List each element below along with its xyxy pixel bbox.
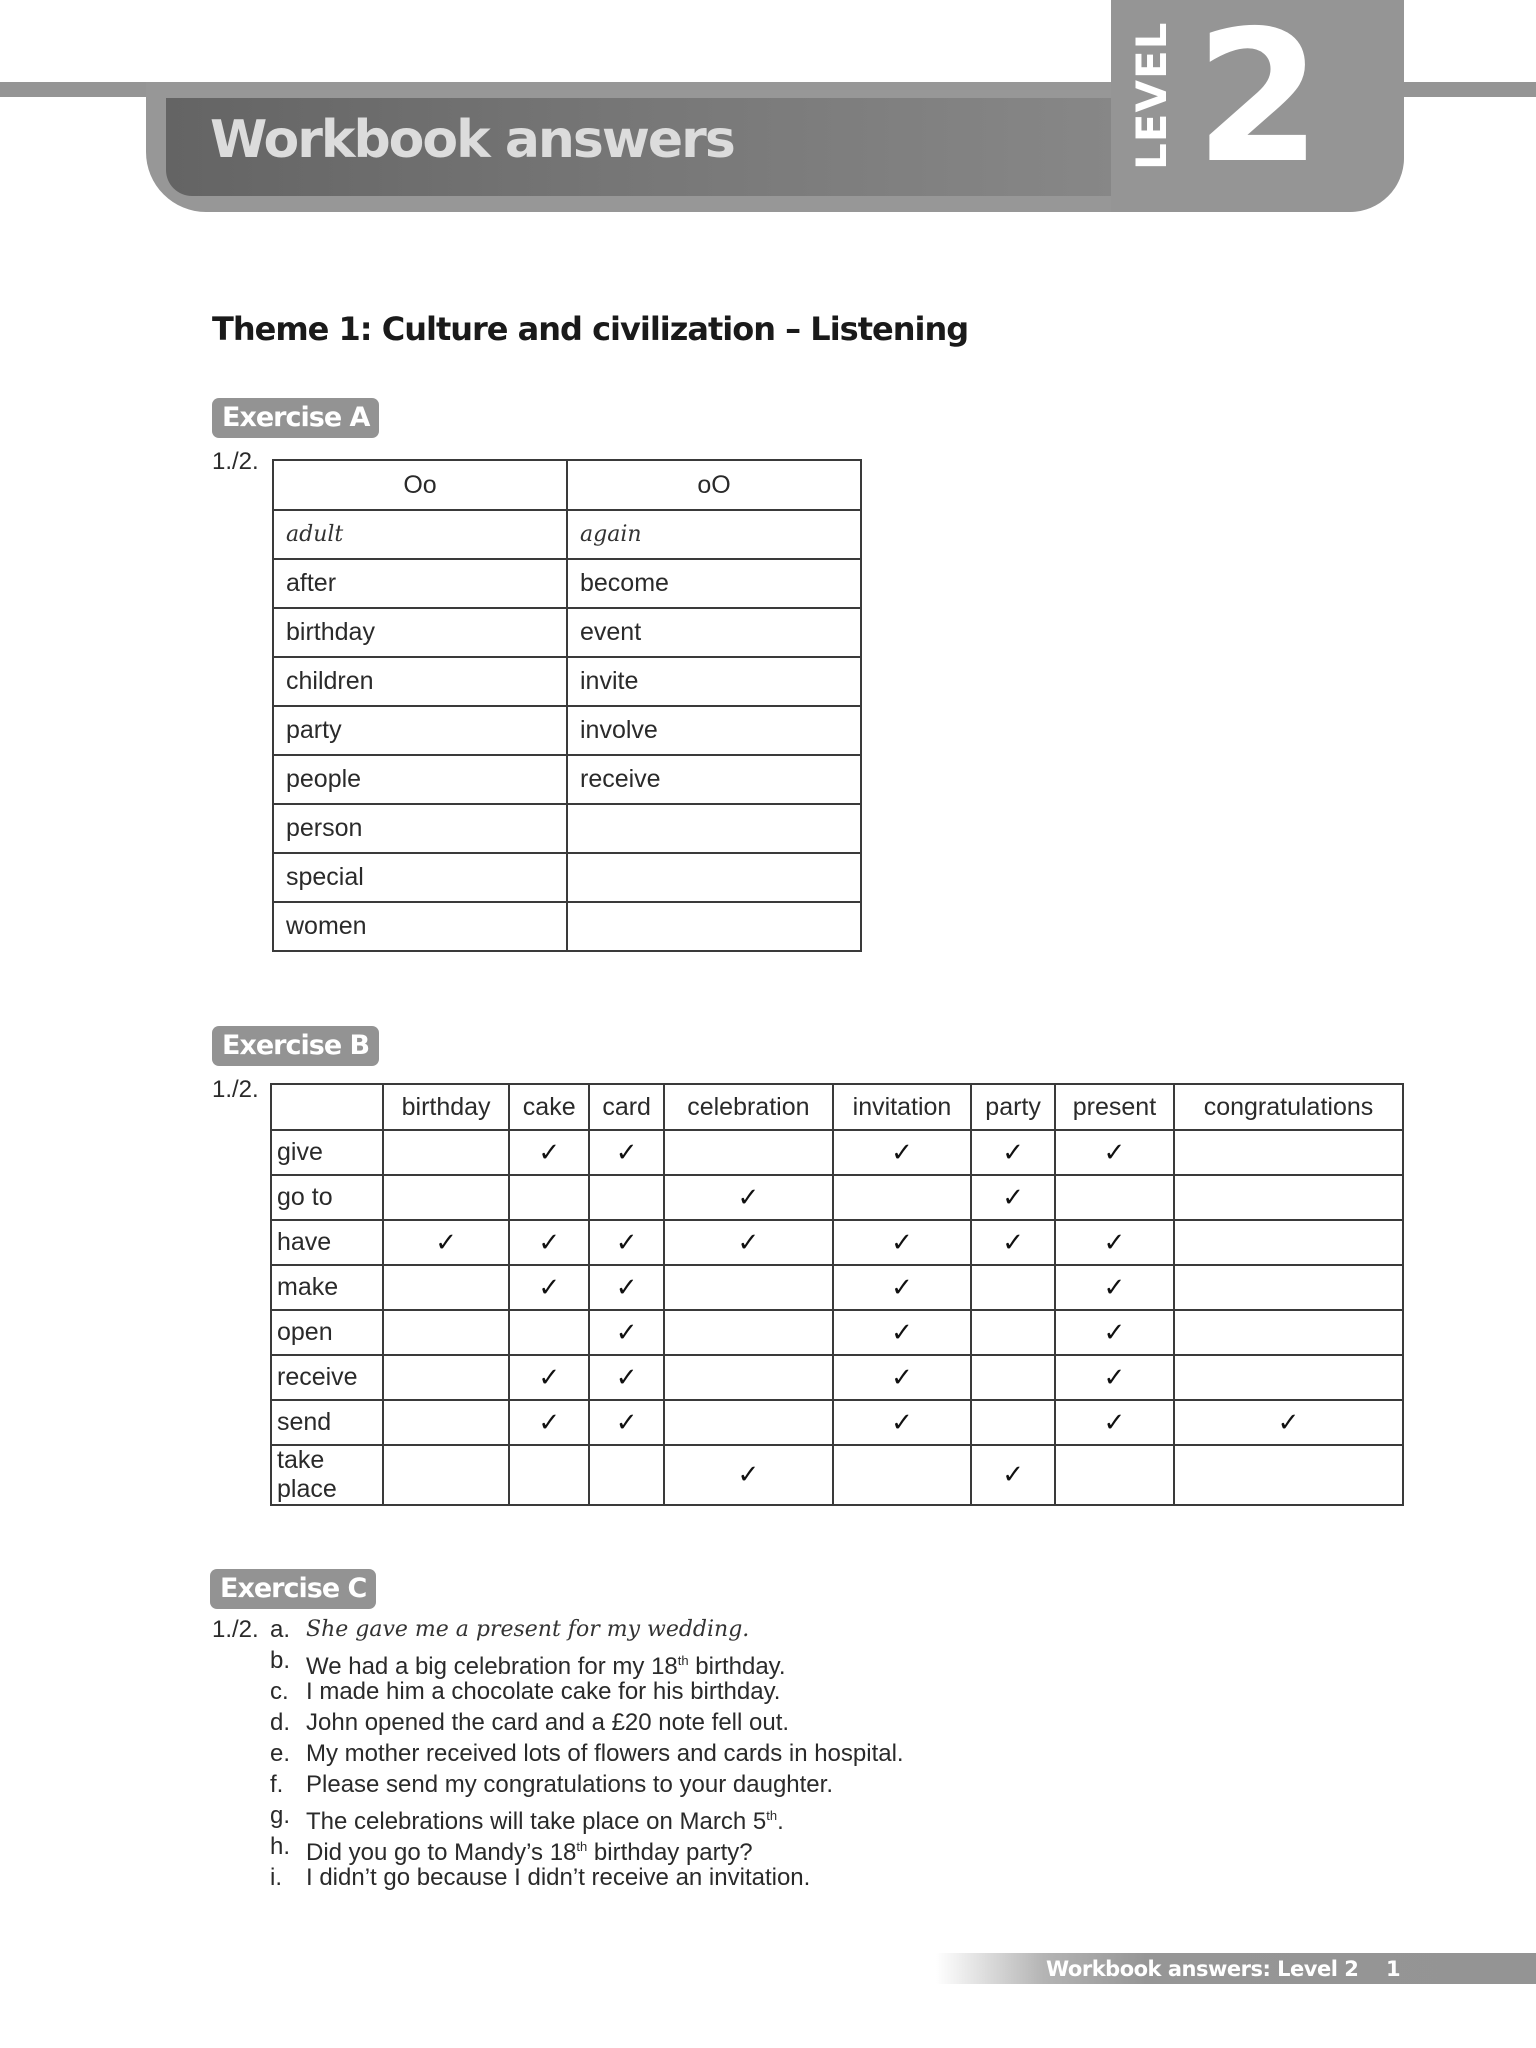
ordinal-suffix: th (766, 1808, 778, 1823)
collocation-cell (1174, 1175, 1403, 1220)
checkmark-icon: ✓ (891, 1272, 913, 1303)
table-row (271, 1220, 1403, 1265)
collocation-cell (833, 1400, 972, 1445)
checkmark-icon: ✓ (435, 1227, 457, 1258)
item-letter: a. (270, 1616, 291, 1643)
column-header: oO (567, 460, 861, 510)
oo-word-cell: party (273, 706, 567, 755)
table-row (273, 902, 861, 951)
column-header: celebration (664, 1084, 833, 1130)
exercise-c-badge: Exercise C (210, 1569, 376, 1609)
collocation-cell (971, 1130, 1055, 1175)
oO-word-cell (567, 853, 861, 902)
checkmark-icon: ✓ (615, 1362, 638, 1393)
collocation-cell (971, 1220, 1055, 1265)
checkmark-icon: ✓ (1103, 1272, 1126, 1303)
checkmark-icon: ✓ (737, 1182, 760, 1213)
sentence-part: We had a big celebration for my 18 (306, 1653, 678, 1680)
item-letter: b. (270, 1647, 291, 1674)
footer-title: Workbook answers: Level 2 (1046, 1957, 1359, 1981)
checkmark-icon: ✓ (615, 1407, 638, 1438)
collocation-cell (589, 1445, 664, 1505)
collocation-cell (1174, 1310, 1403, 1355)
oo-word-cell: adult (273, 510, 567, 559)
verb-cell: receive (271, 1355, 383, 1400)
collocation-cell (509, 1220, 589, 1265)
checkmark-icon: ✓ (538, 1137, 561, 1168)
table-row (271, 1445, 1403, 1505)
corner-header-cell (271, 1084, 383, 1130)
collocation-cell (971, 1355, 1055, 1400)
sentence-part: Did you go to Mandy’s 18 (306, 1839, 577, 1866)
collocation-cell (1174, 1130, 1403, 1175)
answer-sentence: John opened the card and a £20 note fell out. (306, 1709, 790, 1736)
verb-cell: go to (271, 1175, 383, 1220)
checkmark-icon: ✓ (737, 1227, 760, 1258)
exercise-b-table-body (271, 1130, 1403, 1505)
sentence-part: birthday. (688, 1653, 786, 1680)
collocation-cell (383, 1220, 509, 1265)
table-row (273, 559, 861, 608)
checkmark-icon: ✓ (538, 1227, 561, 1258)
item-letter: e. (270, 1740, 291, 1767)
collocation-cell (664, 1220, 833, 1265)
collocation-cell (971, 1400, 1055, 1445)
sentence-part: birthday party? (587, 1839, 753, 1866)
answer-sentence: My mother received lots of flowers and cards in hospital. (306, 1740, 904, 1767)
answer-sentence: She gave me a present for my wedding. (306, 1617, 750, 1642)
table-row (273, 657, 861, 706)
oO-word-cell: invite (567, 657, 861, 706)
collocation-cell (589, 1355, 664, 1400)
verb-cell: take place (271, 1445, 383, 1505)
checkmark-icon: ✓ (1103, 1362, 1126, 1393)
collocation-cell (589, 1130, 664, 1175)
collocation-cell (509, 1310, 589, 1355)
ordinal-suffix: th (576, 1839, 588, 1854)
exercise-c-question-number: 1./2. (212, 1616, 259, 1643)
verb-cell: send (271, 1400, 383, 1445)
column-header: congratulations (1174, 1084, 1403, 1130)
checkmark-icon: ✓ (615, 1137, 638, 1168)
table-row (271, 1400, 1403, 1445)
checkmark-icon: ✓ (538, 1272, 561, 1303)
sentence-part: The celebrations will take place on March 5 (306, 1808, 767, 1835)
exercise-b-badge: Exercise B (212, 1026, 379, 1066)
checkmark-icon: ✓ (615, 1227, 638, 1258)
exercise-a-badge: Exercise A (212, 398, 379, 438)
collocation-cell (664, 1355, 833, 1400)
checkmark-icon: ✓ (891, 1227, 913, 1258)
verb-cell: open (271, 1310, 383, 1355)
oo-word-cell: people (273, 755, 567, 804)
collocation-cell (971, 1175, 1055, 1220)
exercise-a-table (272, 459, 862, 952)
table-row (273, 706, 861, 755)
oO-word-cell: receive (567, 755, 861, 804)
item-letter: f. (270, 1771, 284, 1798)
oo-word-cell: person (273, 804, 567, 853)
checkmark-icon: ✓ (615, 1317, 638, 1348)
collocation-cell (664, 1175, 833, 1220)
collocation-cell (1055, 1310, 1174, 1355)
item-letter: g. (270, 1802, 291, 1829)
collocation-cell (1055, 1220, 1174, 1265)
collocation-cell (1055, 1445, 1174, 1505)
checkmark-icon: ✓ (1103, 1137, 1126, 1168)
exercise-b-question-number: 1./2. (212, 1076, 259, 1103)
collocation-cell (589, 1310, 664, 1355)
table-header-row (273, 460, 861, 510)
collocation-cell (1174, 1400, 1403, 1445)
oo-word-cell: birthday (273, 608, 567, 657)
checkmark-icon: ✓ (1103, 1227, 1126, 1258)
collocation-cell (664, 1265, 833, 1310)
checkmark-icon: ✓ (1103, 1407, 1126, 1438)
oO-word-cell: involve (567, 706, 861, 755)
column-header: birthday (383, 1084, 509, 1130)
checkmark-icon: ✓ (891, 1137, 913, 1168)
verb-cell: give (271, 1130, 383, 1175)
oO-word-cell: event (567, 608, 861, 657)
collocation-cell (383, 1310, 509, 1355)
collocation-cell (589, 1220, 664, 1265)
item-letter: h. (270, 1833, 291, 1860)
item-letter: c. (270, 1678, 289, 1705)
level-number: 2 (1195, 0, 1318, 203)
checkmark-icon: ✓ (1277, 1407, 1300, 1438)
exercise-a-table-body (273, 510, 861, 951)
table-row (271, 1265, 1403, 1310)
collocation-cell (664, 1130, 833, 1175)
collocation-cell (509, 1175, 589, 1220)
collocation-cell (383, 1130, 509, 1175)
table-row (271, 1130, 1403, 1175)
column-header: party (971, 1084, 1055, 1130)
checkmark-icon: ✓ (891, 1317, 913, 1348)
oO-word-cell (567, 804, 861, 853)
level-label: LEVEL (1127, 21, 1176, 170)
verb-cell: make (271, 1265, 383, 1310)
collocation-cell (383, 1265, 509, 1310)
collocation-cell (589, 1400, 664, 1445)
theme-heading: Theme 1: Culture and civilization – Listening (212, 310, 969, 348)
table-row (271, 1310, 1403, 1355)
oO-word-cell: become (567, 559, 861, 608)
page-number: 1 (1386, 1957, 1401, 1981)
table-row (273, 804, 861, 853)
collocation-cell (1174, 1220, 1403, 1265)
table-row (273, 510, 861, 559)
collocation-cell (589, 1175, 664, 1220)
oo-word-cell: after (273, 559, 567, 608)
item-letter: i. (270, 1864, 282, 1891)
oO-word-cell (567, 902, 861, 951)
column-header: present (1055, 1084, 1174, 1130)
collocation-cell (833, 1175, 972, 1220)
collocation-cell (971, 1445, 1055, 1505)
exercise-a-question-number: 1./2. (212, 448, 259, 475)
header-rule-left (0, 82, 160, 97)
collocation-cell (971, 1310, 1055, 1355)
collocation-cell (833, 1310, 972, 1355)
collocation-cell (1055, 1130, 1174, 1175)
collocation-cell (664, 1310, 833, 1355)
collocation-cell (383, 1445, 509, 1505)
table-row (273, 853, 861, 902)
collocation-cell (1174, 1265, 1403, 1310)
checkmark-icon: ✓ (615, 1272, 638, 1303)
collocation-cell (664, 1400, 833, 1445)
collocation-cell (833, 1220, 972, 1265)
checkmark-icon: ✓ (538, 1362, 561, 1393)
collocation-cell (1174, 1445, 1403, 1505)
table-header-row (271, 1084, 1403, 1130)
collocation-cell (1174, 1355, 1403, 1400)
column-header: cake (509, 1084, 589, 1130)
collocation-cell (589, 1265, 664, 1310)
checkmark-icon: ✓ (1103, 1317, 1126, 1348)
collocation-cell (509, 1130, 589, 1175)
answer-sentence: I didn’t go because I didn’t receive an invitation. (306, 1864, 811, 1891)
collocation-cell (1055, 1265, 1174, 1310)
collocation-cell (509, 1400, 589, 1445)
collocation-cell (664, 1445, 833, 1505)
exercise-b-table (270, 1083, 1404, 1506)
table-row (271, 1355, 1403, 1400)
collocation-cell (1055, 1400, 1174, 1445)
oo-word-cell: children (273, 657, 567, 706)
collocation-cell (509, 1445, 589, 1505)
checkmark-icon: ✓ (891, 1407, 913, 1438)
oo-word-cell: special (273, 853, 567, 902)
oO-word-cell: again (567, 510, 861, 559)
collocation-cell (971, 1265, 1055, 1310)
header-rule-right (1402, 82, 1536, 97)
collocation-cell (383, 1400, 509, 1445)
collocation-cell (509, 1265, 589, 1310)
column-header: invitation (833, 1084, 972, 1130)
collocation-cell (383, 1175, 509, 1220)
collocation-cell (833, 1130, 972, 1175)
collocation-cell (833, 1355, 972, 1400)
collocation-cell (833, 1265, 972, 1310)
table-row (273, 755, 861, 804)
table-row (271, 1175, 1403, 1220)
verb-cell: have (271, 1220, 383, 1265)
checkmark-icon: ✓ (1002, 1182, 1024, 1213)
column-header: card (589, 1084, 664, 1130)
column-header: Oo (273, 460, 567, 510)
checkmark-icon: ✓ (891, 1362, 913, 1393)
answer-sentence: Please send my congratulations to your daughter. (306, 1771, 833, 1798)
checkmark-icon: ✓ (737, 1460, 760, 1490)
collocation-cell (509, 1355, 589, 1400)
ordinal-suffix: th (677, 1653, 689, 1668)
answer-sentence: I made him a chocolate cake for his birthday. (306, 1678, 781, 1705)
collocation-cell (1055, 1355, 1174, 1400)
collocation-cell (833, 1445, 972, 1505)
sentence-part: . (777, 1808, 784, 1835)
collocation-cell (383, 1355, 509, 1400)
page-title: Workbook answers (210, 110, 734, 170)
checkmark-icon: ✓ (538, 1407, 561, 1438)
checkmark-icon: ✓ (1002, 1137, 1024, 1168)
checkmark-icon: ✓ (1002, 1227, 1024, 1258)
table-row (273, 608, 861, 657)
item-letter: d. (270, 1709, 291, 1736)
oo-word-cell: women (273, 902, 567, 951)
collocation-cell (1055, 1175, 1174, 1220)
checkmark-icon: ✓ (1002, 1460, 1024, 1490)
